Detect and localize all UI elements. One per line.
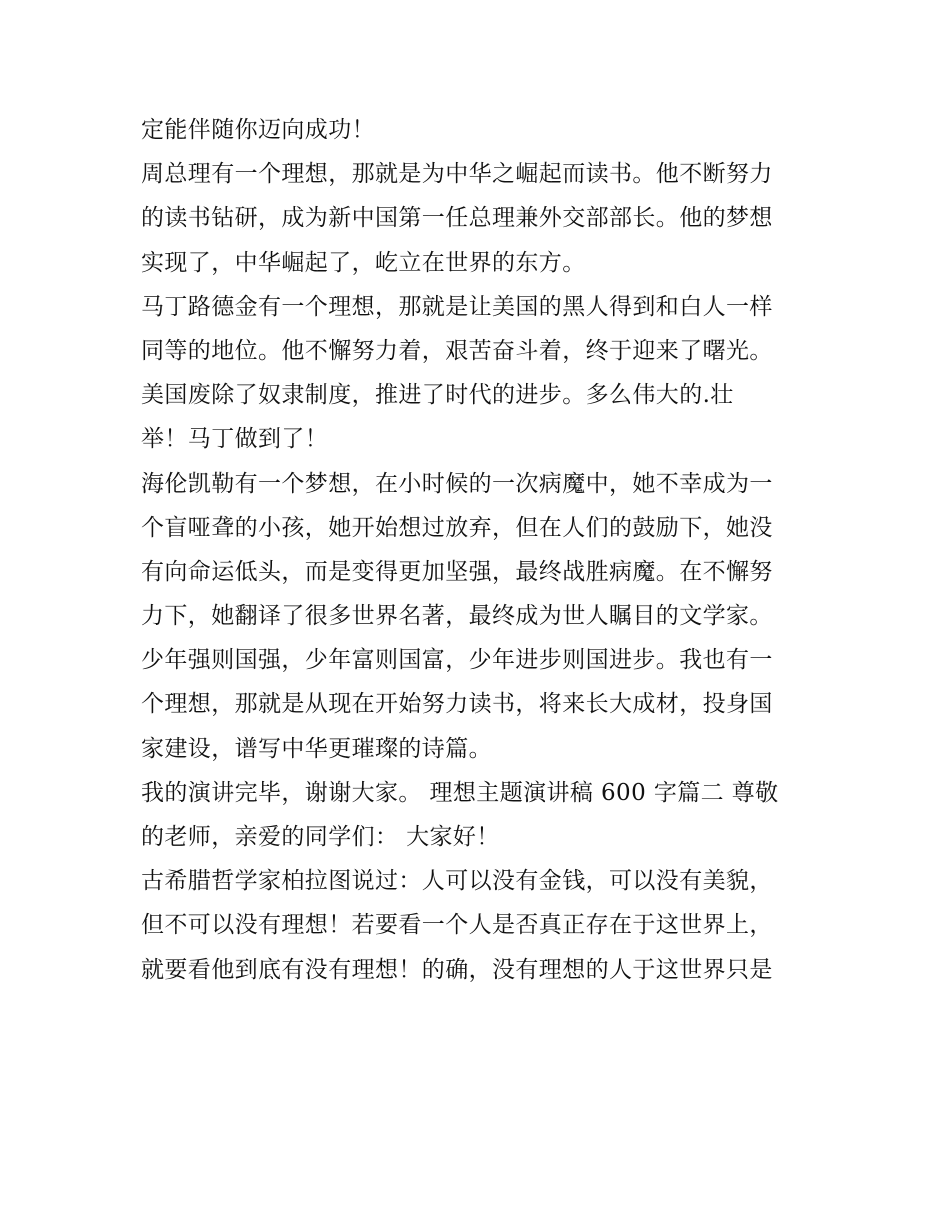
text-line: 实现了，中华崛起了，屹立在世界的东方。 bbox=[141, 249, 586, 276]
text-line: 家建设，谱写中华更璀璨的诗篇。 bbox=[141, 735, 492, 762]
text-line: 举！马丁做到了！ bbox=[141, 426, 329, 453]
text-line: 定能伴随你迈向成功！ bbox=[141, 117, 375, 143]
text-line: 海伦凯勒有一个梦想，在小时候的一次病魔中，她不幸成为一 bbox=[141, 470, 773, 497]
text-line: 力下，她翻译了很多世界名著，最终成为世人瞩目的文学家。 bbox=[141, 603, 773, 630]
text-line: 美国废除了奴隶制度，推进了时代的进步。多么伟大的.壮 bbox=[141, 382, 734, 409]
text-line: 就要看他到底有没有理想！的确，没有理想的人于这世界只是 bbox=[141, 956, 773, 983]
text-line: 有向命运低头，而是变得更加坚强，最终战胜病魔。在不懈努 bbox=[141, 558, 773, 585]
text-line: 同等的地位。他不懈努力着，艰苦奋斗着，终于迎来了曙光。 bbox=[141, 337, 773, 364]
document-body bbox=[141, 108, 821, 992]
text-line: 的读书钻研，成为新中国第一任总理兼外交部部长。他的梦想 bbox=[141, 205, 773, 232]
text-line: 马丁路德金有一个理想，那就是让美国的黑人得到和白人一样 bbox=[141, 293, 773, 320]
text-line: 但不可以没有理想！若要看一个人是否真正存在于这世界上， bbox=[141, 912, 773, 939]
text-line: 个理想，那就是从现在开始努力读书，将来长大成材，投身国 bbox=[141, 691, 773, 718]
text-line: 个盲哑聋的小孩，她开始想过放弃，但在人们的鼓励下，她没 bbox=[141, 514, 773, 541]
text-line: 古希腊哲学家柏拉图说过：人可以没有金钱，可以没有美貌， bbox=[141, 868, 773, 895]
text-line: 我的演讲完毕，谢谢大家。 理想主题演讲稿 600 字篇二 尊敬 bbox=[141, 779, 779, 806]
text-line: 少年强则国强，少年富则国富，少年进步则国进步。我也有一 bbox=[141, 647, 773, 674]
text-line: 的老师，亲爱的同学们： 大家好！ bbox=[141, 824, 500, 850]
text-line: 周总理有一个理想，那就是为中华之崛起而读书。他不断努力 bbox=[141, 161, 773, 188]
